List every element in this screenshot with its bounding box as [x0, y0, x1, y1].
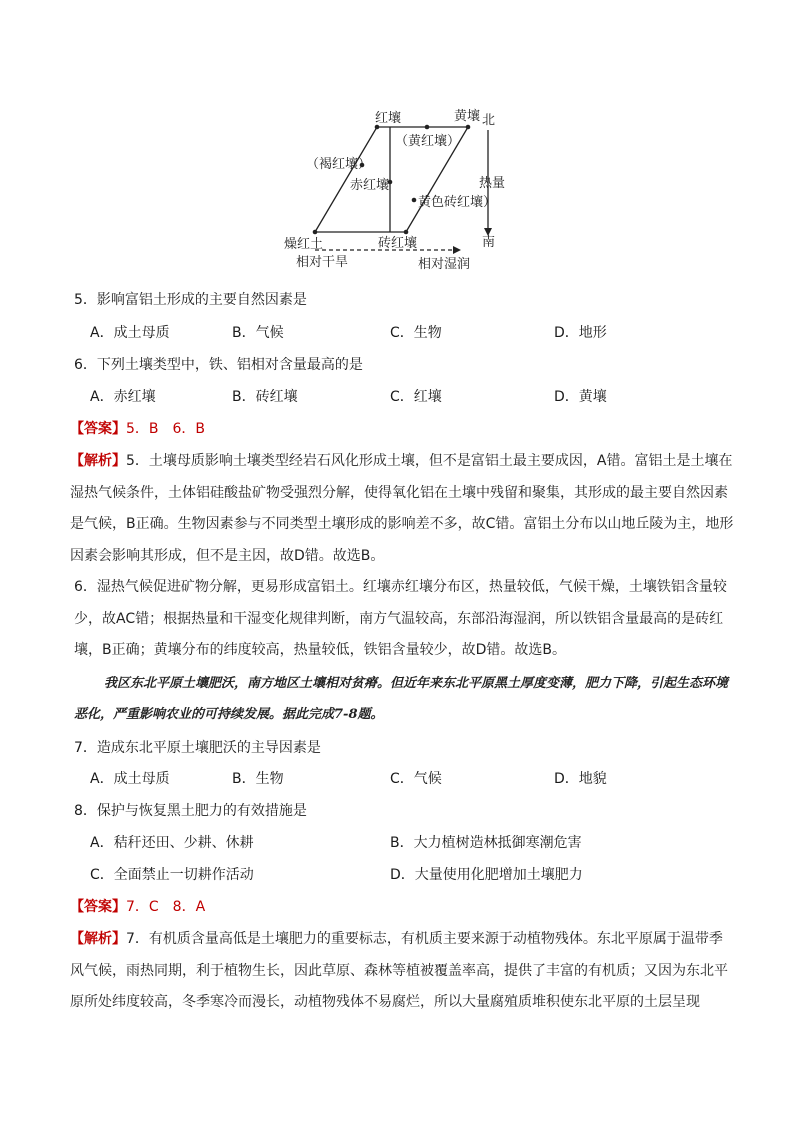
question-7-stem: 7．造成东北平原土壤肥沃的主导因素是	[74, 740, 321, 756]
label-hehongrang: （褐红壤）	[306, 157, 372, 172]
option-b[interactable]: B．大力植树造林抵御寒潮危害	[390, 835, 582, 851]
option-d[interactable]: D．黄壤	[554, 389, 607, 405]
option-a[interactable]: A．赤红壤	[90, 389, 156, 405]
option-d[interactable]: D．大量使用化肥增加土壤肥力	[390, 867, 583, 883]
answer-tag: 【答案】	[70, 899, 126, 915]
option-d[interactable]: D．地形	[554, 325, 607, 341]
option-b[interactable]: B．砖红壤	[232, 389, 298, 405]
label-zhuanhongrang: 砖红壤	[378, 236, 418, 251]
option-c[interactable]: C．生物	[390, 325, 442, 341]
analysis-tag: 【解析】	[70, 453, 126, 469]
label-wet: 相对湿润	[418, 257, 471, 272]
analysis-block-1	[70, 446, 734, 572]
option-c[interactable]: C．红壤	[390, 389, 442, 405]
answer-tag: 【答案】	[70, 421, 126, 437]
label-huanghongrang: （黄红壤）	[395, 134, 461, 149]
label-north: 北	[482, 113, 496, 128]
label-hongrang: 红壤	[375, 111, 402, 126]
material-intro: 我区东北平原土壤肥沃，南方地区土壤相对贫瘠。但近年来东北平原黑土厚度变薄，肥力下降，引起生态环境恶化，严重影响农业的可持续发展。据此完成7-8题。	[74, 676, 729, 722]
analysis-7-text: 7．有机质含量高低是土壤肥力的重要标志，有机质主要来源于动植物残体。东北平原属于温带季风气候，雨热同期，利于植物生长，因此草原、森林等植被覆盖率高，提供了丰富的有机质；又因为东北平原所处纬度较高，冬季寒冷而漫长，动植物残体不易腐烂，所以大量腐殖质堆积使东北平原的土层呈现	[70, 931, 728, 1010]
dot-zaohongtu	[313, 230, 318, 235]
option-b[interactable]: B．气候	[232, 325, 284, 341]
label-south: 南	[482, 235, 496, 250]
question-5-stem: 5．影响富铝土形成的主要自然因素是	[74, 292, 307, 308]
dot-huangrang	[466, 125, 471, 130]
analysis-tag: 【解析】	[70, 931, 126, 947]
dot-huangsezhuanhongrang	[412, 198, 417, 203]
option-d[interactable]: D．地貌	[554, 771, 607, 787]
question-8-stem: 8．保护与恢复黑土肥力的有效措施是	[74, 803, 307, 819]
dot-huanghongrang	[425, 125, 430, 130]
option-a[interactable]: A．成土母质	[90, 771, 170, 787]
answer-block-1	[70, 419, 205, 439]
moisture-arrow-head	[453, 246, 461, 254]
question-6-stem: 6．下列土壤类型中，铁、铝相对含量最高的是	[74, 357, 363, 373]
soil-distribution-diagram	[260, 100, 540, 280]
analysis-5-text: 5．土壤母质影响土壤类型经岩石风化形成土壤，但不是富铝土最主要成因，A错。富铝土是土壤在湿热气候条件，土体铝硅酸盐矿物受强烈分解，使得氧化铝在土壤中残留和聚集，其形成的最主要自然因素是气候，B正确。生物因素参与不同类型土壤形成的影响差不多，故C错。富铝土分布以山地丘陵为主，地形因素会影响其形成，但不是主因，故D错。故选B。	[70, 453, 734, 564]
label-huangsezhuanhongrang: 黄色砖红壤）	[418, 195, 497, 210]
answer-text: 7．C 8．A	[126, 899, 206, 915]
option-c[interactable]: C．全面禁止一切耕作活动	[90, 867, 254, 883]
analysis-6-text: 6．湿热气候促进矿物分解，更易形成富铝土。红壤赤红壤分布区，热量较低，气候干燥，土壤铁铝含量较少，故AC错；根据热量和干湿变化规律判断，南方气温较高，东部沿海湿润，所以铁铝含量最高的是砖红壤，B正确；黄壤分布的纬度较高，热量较低，铁铝含量较少，故D错。故选B。	[74, 579, 727, 658]
label-heat: 热量	[479, 176, 506, 191]
analysis-block-2	[70, 924, 734, 1019]
dot-zhuanhongrang	[404, 230, 409, 235]
option-c[interactable]: C．气候	[390, 771, 442, 787]
answer-block-2	[70, 897, 205, 917]
label-dry: 相对干旱	[296, 255, 349, 270]
option-a[interactable]: A．秸秆还田、少耕、休耕	[90, 835, 254, 851]
label-chihongrang: 赤红壤	[350, 178, 390, 193]
option-b[interactable]: B．生物	[232, 771, 284, 787]
label-huangrang: 黄壤	[454, 109, 481, 124]
option-a[interactable]: A．成土母质	[90, 325, 170, 341]
answer-text: 5．B 6．B	[126, 421, 206, 437]
label-zaohongtu: 燥红土	[284, 237, 324, 252]
